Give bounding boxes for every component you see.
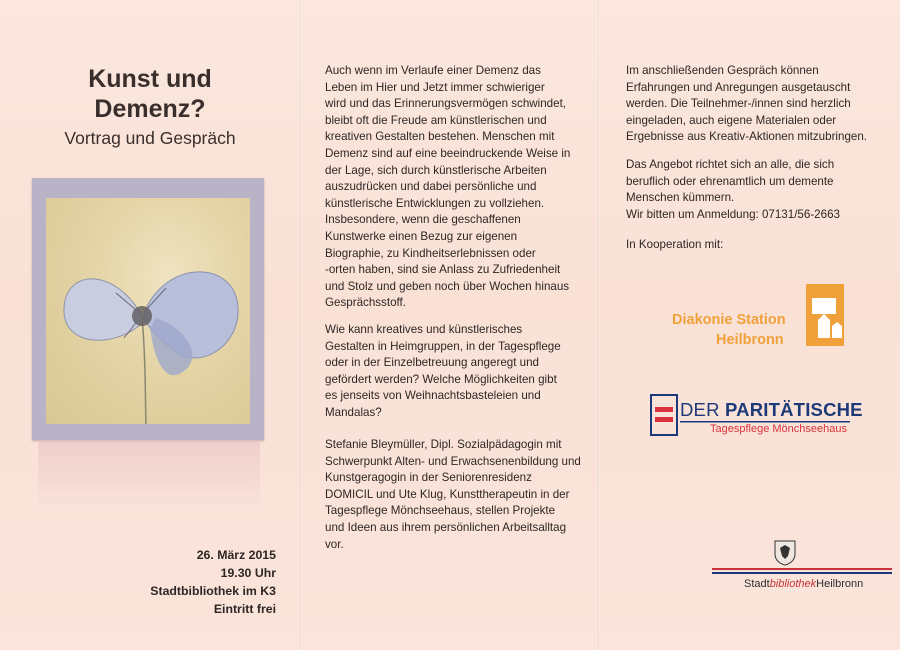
painting-canvas: [46, 198, 250, 424]
bib-stripes: [712, 568, 892, 576]
text-line: der Lage, sich durch künstlerische Arbeiten: [325, 163, 547, 177]
flyer-title: [40, 64, 260, 124]
paritaet-name: [680, 399, 863, 421]
text-line: Schwerpunkt Alten- und Erwachsenenbildung und: [325, 454, 581, 468]
text-line: Kunstwerke einen Bezug zur eigenen: [325, 229, 518, 243]
text-line: Auch wenn im Verlaufe einer Demenz das: [325, 64, 541, 77]
paragraph-questions: [325, 322, 561, 422]
paragraph-discussion: [626, 63, 867, 146]
text-line: -orten haben, sind sie Anlass zu Zufriedenheit: [325, 263, 561, 277]
paritaet-bold: PARITÄTISCHE: [725, 399, 863, 420]
text-line: Das Angebot richtet sich an alle, die sich: [626, 158, 835, 171]
text-line: und Ideen aus ihrem persönlichen Arbeitsalltag: [325, 520, 567, 534]
text-line: gefördert werden? Welche Möglichkeiten gibt: [325, 372, 557, 386]
title-line-2: Demenz?: [94, 95, 206, 123]
text-line: DOMICIL und Ute Klug, Kunsttherapeutin in der: [325, 487, 570, 501]
event-time: 19.30 Uhr: [220, 566, 276, 580]
diakonie-name: Diakonie Station: [672, 312, 786, 328]
text-line: und Stolz und geben noch über Wochen hinaus: [325, 279, 570, 293]
paritaetische-logo: [650, 394, 863, 440]
text-line: Biographie, zu Kindheitserlebnissen oder: [325, 246, 536, 260]
text-line: Menschen kümmern.: [626, 191, 735, 205]
paragraph-audience: [626, 157, 840, 223]
text-line: Stefanie Bleymüller, Dipl. Sozialpädagogin mit: [325, 438, 562, 451]
bib-part-1: Stadt: [744, 578, 770, 590]
bib-part-3: Heilbronn: [816, 578, 864, 590]
text-line: vor.: [325, 537, 344, 551]
panel-description: [302, 0, 598, 650]
paritaet-subtitle: Tagespflege Mönchseehaus: [710, 423, 847, 435]
text-line: Tagespflege Mönchseehaus, stellen Projekte: [325, 504, 556, 518]
flyer-subtitle: Vortrag und Gespräch: [64, 128, 236, 148]
text-line: beruflich oder ehrenamtlich um demente: [626, 174, 834, 188]
poppy-painting: [32, 178, 264, 440]
paragraph-intro: [325, 63, 570, 312]
paritaet-equals-icon: [650, 394, 678, 436]
paragraph-speakers: [325, 437, 581, 553]
text-line: Ergebnisse aus Kreativ-Aktionen mitzubringen.: [626, 130, 868, 144]
text-line: Insbesondere, wenn die geschaffenen: [325, 213, 521, 227]
text-line: Demenz sind auf eine beeindruckende Weise in: [325, 146, 571, 160]
text-line: oder in der Einzelbetreuung angeregt und: [325, 356, 539, 370]
bib-part-2: bibliothek: [769, 578, 817, 590]
text-line: wird und das Erinnerungsvermögen schwindet,: [325, 97, 567, 111]
diakonie-city: Heilbronn: [716, 332, 784, 348]
text-line: Leben im Hier und Jetzt immer schwieriger: [325, 80, 545, 94]
painting-reflection: [38, 440, 260, 510]
text-line: es jenseits von Weihnachtsbasteleien und: [325, 389, 541, 403]
text-line: Mandalas?: [325, 405, 382, 419]
text-line: bleibt oft die Freude am künstlerischen und: [325, 113, 547, 127]
coat-of-arms-icon: [774, 540, 796, 566]
cooperation-label: In Kooperation mit:: [626, 238, 724, 251]
stadtbibliothek-logo: [712, 540, 892, 596]
poppy-flower-icon: [46, 198, 250, 424]
text-line: auszudrücken und dabei persönliche und: [325, 180, 537, 194]
panel-cover: [0, 0, 300, 650]
event-details: [130, 546, 276, 618]
text-line: Wie kann kreatives und künstlerisches: [325, 323, 523, 336]
panel-info-partners: [600, 0, 900, 650]
text-line: werden. Die Teilnehmer-/innen sind herzlich: [626, 97, 851, 111]
text-line: Gestalten in Heimgruppen, in der Tagespflege: [325, 339, 561, 353]
paritaet-prefix: DER: [680, 399, 725, 420]
text-line: Gesprächsstoff.: [325, 296, 406, 310]
text-line: Im anschließenden Gespräch können: [626, 64, 819, 77]
text-line: kreativen Gestalten bestehen. Menschen mit: [325, 130, 555, 144]
diakonie-station-logo: [672, 284, 852, 356]
registration-phone: Wir bitten um Anmeldung: 07131/56-2663: [626, 207, 840, 221]
diakonie-church-icon: [806, 284, 846, 346]
text-line: Kunstgeragogin in der Seniorenresidenz: [325, 471, 532, 485]
event-date: 26. März 2015: [196, 548, 276, 562]
title-line-1: Kunst und: [88, 65, 212, 93]
text-line: künstlerische Entwicklungen zu vollziehen.: [325, 196, 545, 210]
bib-wordmark: [744, 578, 863, 590]
text-line: eingeladen, auch eigene Materialen oder: [626, 113, 837, 127]
event-admission: Eintritt frei: [213, 602, 276, 616]
text-line: Erfahrungen und Anregungen ausgetauscht: [626, 80, 851, 94]
event-venue: Stadtbibliothek im K3: [150, 584, 276, 598]
